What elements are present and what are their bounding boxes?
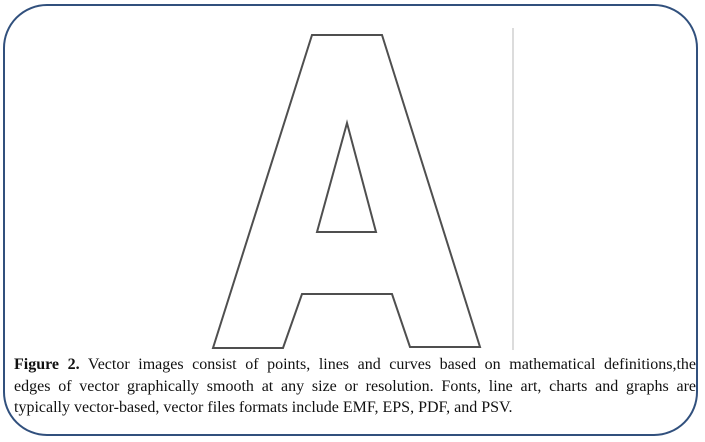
figure-caption — [14, 354, 696, 419]
figure-caption-line1-text: Vector images consist of points, lines and curves based on mathematical definitions,the — [87, 356, 697, 373]
figure-caption-line-2: edges of vector graphically smooth at any size or resolution. Fonts, line art, charts and graphs are — [14, 377, 696, 395]
figure-caption-line-1 — [14, 354, 696, 376]
figure-caption-label: Figure 2. — [14, 356, 80, 373]
figure-caption-line-3: typically vector-based, vector files formats include EMF, EPS, PDF, and PSV. — [14, 399, 513, 416]
